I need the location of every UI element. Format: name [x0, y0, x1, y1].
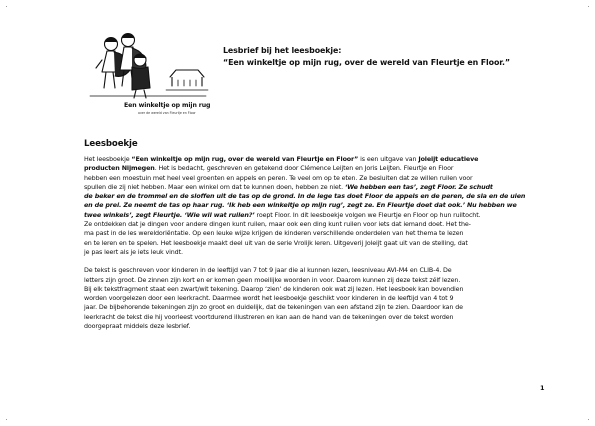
crop-mark [588, 6, 589, 7]
text-line: spullen die zij niet hebben. Maar een winkel om dat te kunnen doen, hebben ze niet. ‘We hebben een tas’, zegt Floor. Ze schudt [84, 183, 493, 191]
document-title [223, 45, 553, 69]
text-line: ma past in de les wereldoriëntatie. Op een leuke wijze krijgen de kinderen verschillende onderdelen van het thema te lezen [84, 230, 464, 238]
paragraph-2 [84, 266, 554, 331]
text-line: Bij elk tekstfragment staat een zwart/wit tekening. Daarop ‘zien’ de kinderen ook wat zij lezen. Het leesboek kan bovendien [84, 285, 464, 293]
text-line: en de prei. Ze neemt de tas op haar rug. ‘Ik heb een winkeltje op mijn rug’, zegt ze. En Fleurtje doet dat ook.’ Nu hebben we [84, 202, 517, 210]
text-line: de beker en de trommel en de sloffen uit de tas op de grond. In de lege tas doet Floor de appels en de peren, de sla en de uien [84, 193, 526, 201]
logo-title: Een winkeltje op mijn rug [124, 102, 211, 109]
crop-mark [588, 419, 589, 420]
text-line: letters zijn groot. De zinnen zijn kort en er komen geen moeilijke woorden in voor. Daarom kunnen zij deze tekst zélf lezen. [84, 276, 461, 284]
section-heading: Leesboekje [84, 139, 138, 149]
crop-mark [6, 419, 7, 420]
book-logo [84, 30, 212, 122]
text-line: hebben een moestuin met heel veel groenten en appels en peren. Te veel om op te eten. Ze besluiten dat ze willen ruilen voor [84, 174, 473, 182]
text-line: Het leesboekje “Een winkeltje op mijn rug, over de wereld van Fleurtje en Floor” is een uitgave van Joleijt educatieve [84, 156, 479, 163]
crop-mark [6, 6, 7, 7]
text-line: doorgepraat middels deze lesbrief. [84, 323, 191, 331]
text-line: je pas leert als je iets leuk vindt. [84, 248, 183, 256]
body-text [84, 155, 554, 331]
paragraph-1 [84, 155, 554, 257]
text-line: De tekst is geschreven voor kinderen in de leeftijd van 7 tot 9 jaar die al kunnen lezen, leesniveau AVI-M4 en CLIB-4. De [84, 267, 452, 275]
text-line: Ze ontdekken dat je dingen voor andere dingen kunt ruilen, maar ook een ding kunt ruilen voor iets dat iemand doet. Het the- [84, 221, 471, 229]
text-line: producten Nijmegen. Het is bedacht, geschreven en getekend door Clémence Leijten en Joris Leijten. Fleurtje en Floor [84, 165, 454, 173]
title-line-1: Lesbrief bij het leesboekje: [223, 46, 342, 55]
children-with-backpacks-illustration [84, 30, 212, 102]
logo-subtitle: over de wereld van Fleurtje en Floor [138, 111, 196, 115]
title-line-2: “Een winkeltje op mijn rug, over de wereld van Fleurtje en Floor.” [223, 58, 510, 67]
text-line: en te leren en te spelen. Het leesboekje maakt deel uit van de serie Vrolijk leren. Uitgeverij Joleijt gaat uit van de stelling, dat [84, 239, 468, 247]
text-line: twee winkels’, zegt Fleurtje. ‘Wie wil wat ruilen?’ roept Floor. In dit leesboekje volgen we Fleurtje en Floor op hun ruiltocht. [84, 211, 481, 219]
text-line: jaar. De bijbehorende tekeningen zijn zo groot en duidelijk, dat de tekeningen van een afstand zijn te zien. Daardoor kan de [84, 304, 463, 312]
text-line: leerkracht de tekst die hij voorleest voortdurend illustreren en kan aan de hand van de tekeningen over de tekst worden [84, 313, 454, 321]
text-line: worden voorgelezen door een leerkracht. Daarmee wordt het leesboekje geschikt voor kinderen in de leeftijd van 4 tot 9 [84, 295, 454, 303]
page-number: 1 [540, 384, 545, 392]
